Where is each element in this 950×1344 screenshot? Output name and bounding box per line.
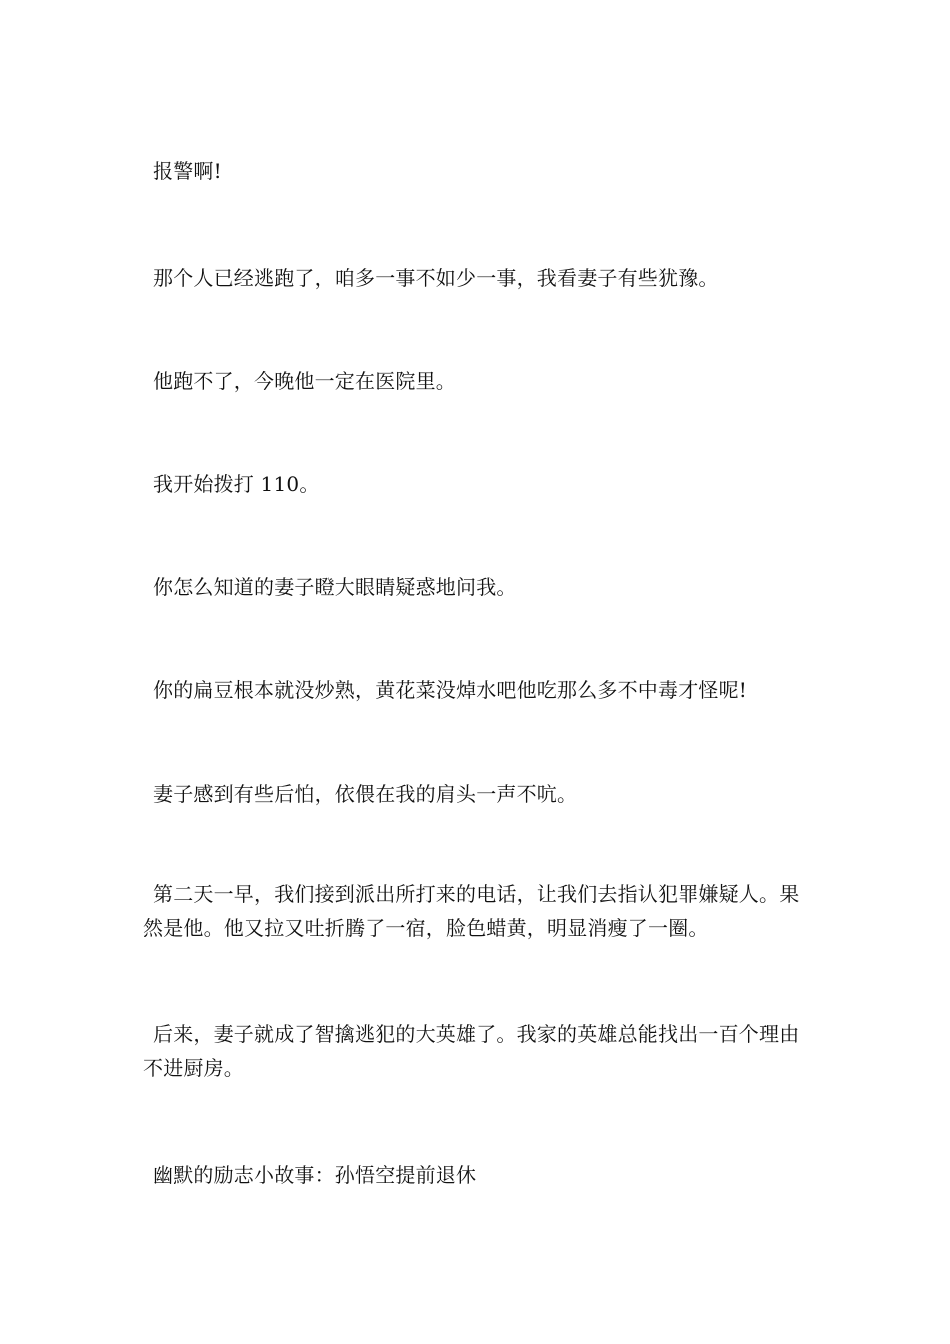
paragraph-5: 你怎么知道的妻子瞪大眼睛疑惑地问我。 xyxy=(153,575,517,599)
paragraph-6: 你的扁豆根本就没炒熟，黄花菜没焯水吧他吃那么多不中毒才怪呢! xyxy=(153,678,748,702)
section-heading: 幽默的励志小故事：孙悟空提前退休 xyxy=(153,1163,477,1187)
paragraph-8: 第二天一早，我们接到派出所打来的电话，让我们去指认犯罪嫌疑人。果然是他。他又拉又吐折腾了一宿，脸色蜡黄，明显消瘦了一圈。 xyxy=(143,882,800,940)
paragraph-3: 他跑不了，今晚他一定在医院里。 xyxy=(153,369,456,393)
paragraph-9: 后来，妻子就成了智擒逃犯的大英雄了。我家的英雄总能找出一百个理由不进厨房。 xyxy=(143,1022,800,1080)
paragraph-2: 那个人已经逃跑了，咱多一事不如少一事，我看妻子有些犹豫。 xyxy=(153,266,719,290)
paragraph-4: 我开始拨打 110。 xyxy=(153,472,320,496)
paragraph-7: 妻子感到有些后怕，依偎在我的肩头一声不吭。 xyxy=(153,782,578,806)
paragraph-1: 报警啊! xyxy=(153,159,222,183)
